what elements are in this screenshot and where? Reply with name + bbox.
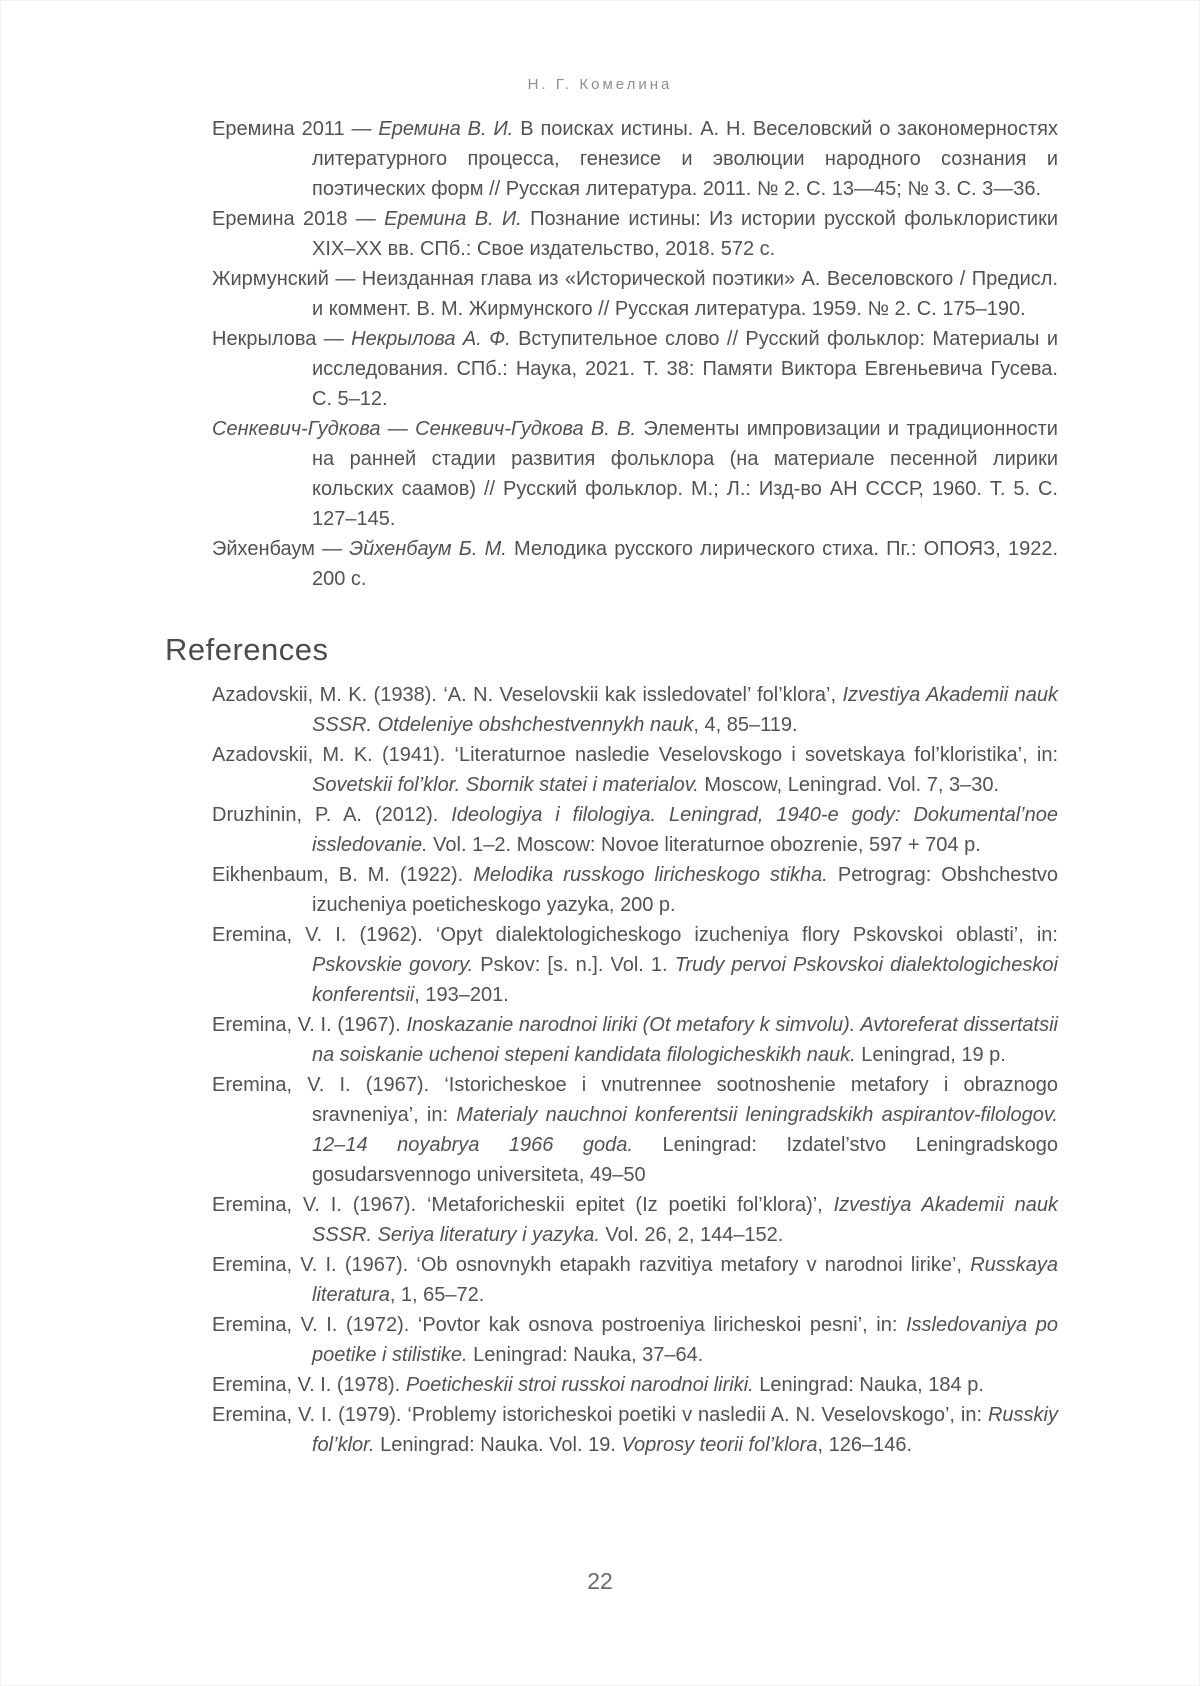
entry-text-run: Leningrad: Izdatel’stvo Leningradskogo gosudarsvennogo universiteta, 49–50 — [312, 1134, 1058, 1186]
entry-text-run: Вступительное слово // Русский фольклор: Материалы и исследования. СПб.: Наука, 2021. Т. 38: Памяти Виктора Евгеньевича Гусева. С. 5–12. — [312, 328, 1058, 410]
entry-text-italic-run: Russkaya literatura — [312, 1254, 1058, 1306]
bibliography-entry — [212, 1190, 1058, 1250]
entry-text-run: В поисках истины. А. Н. Веселовский о закономерностях литературного процесса, генезисе и эволюции народного сознания и поэтических форм // Русская литература. 2011. № 2. С. 13—45; № 3. С. 3—36. — [312, 118, 1058, 200]
entry-text-run: Moscow, Leningrad. Vol. 7, 3–30. — [698, 774, 1000, 796]
bibliography-entry — [212, 1070, 1058, 1190]
references-heading: References — [165, 632, 329, 667]
entry-text-italic-run: Еремина В. И. — [384, 208, 522, 230]
page-content — [165, 114, 1059, 1460]
entry-text-italic-run: Issledovaniya po poetike i stilistike. — [312, 1314, 1058, 1366]
bibliography-entry — [212, 680, 1058, 740]
page-number: 22 — [587, 1568, 613, 1594]
bibliography-entry — [212, 1400, 1058, 1460]
bibliography-entry — [212, 1370, 1058, 1400]
entry-text-run: , 1, 65–72. — [389, 1284, 485, 1306]
entry-text-run: Petrograg: Obshchestvo izucheniya poeticheskogo yazyka, 200 p. — [312, 864, 1059, 916]
bibliography-entry — [212, 740, 1058, 800]
entry-text-run: Vol. 26, 2, 144–152. — [599, 1224, 784, 1246]
entry-text-italic-run: Сенкевич-Гудкова В. В. — [415, 418, 637, 440]
russian-bibliography-list — [212, 114, 1058, 594]
entry-text-run: Druzhinin, P. A. (2012). — [212, 804, 452, 826]
entry-text-run: Azadovskii, M. K. (1941). ‘Literaturnoe nasledie Veselovskogo i sovetskaya fol’kloristika’, in: — [212, 744, 1058, 766]
entry-text-run: Еремина 2011 — — [212, 118, 379, 140]
entry-text-italic-run: Voprosy teorii fol’klora — [621, 1434, 818, 1456]
entry-text-run: Познание истины: Из истории русской фольклористики XIX–XX вв. СПб.: Свое издательство, 2018. 572 с. — [312, 208, 1059, 260]
entry-text-run: Eremina, V. I. (1967). ‘Metaforicheskii epitet (Iz poetiki fol’klora)’, — [212, 1194, 834, 1216]
entry-text-italic-run: Poeticheskii stroi russkoi narodnoi liriki. — [405, 1374, 754, 1396]
entry-text-italic-run: Izvestiya Akademii nauk SSSR. Seriya literatury i yazyka. — [312, 1194, 1058, 1246]
bibliography-entry — [212, 114, 1058, 204]
entry-text-run: Leningrad: Nauka, 184 p. — [753, 1374, 984, 1396]
entry-text-run: Eremina, V. I. (1978). — [212, 1374, 406, 1396]
entry-text-italic-run: Эйхенбаум Б. М. — [349, 538, 507, 560]
entry-text-italic-run: Pskovskie govory. — [312, 954, 474, 976]
entry-text-run: Eremina, V. I. (1979). ‘Problemy istoricheskoi poetiki v nasledii A. N. Veselovskogo’, in: — [212, 1404, 988, 1426]
entry-text-run: Leningrad: Nauka. Vol. 19. — [374, 1434, 622, 1456]
entry-text-run: Azadovskii, M. K. (1938). ‘A. N. Veselovskii kak issledovatel’ fol’klora’, — [212, 684, 843, 706]
entry-text-run: Vol. 1–2. Moscow: Novoe literaturnoe obozrenie, 597 + 704 p. — [427, 834, 981, 856]
entry-text-italic-run: Russkiy fol’klor. — [312, 1404, 1058, 1456]
entry-text-run: Некрылова — — [212, 328, 352, 350]
entry-text-run: Leningrad: Nauka, 37–64. — [467, 1344, 704, 1366]
references-list — [212, 680, 1058, 1460]
entry-text-run: Eikhenbaum, B. M. (1922). — [212, 864, 474, 886]
entry-text-italic-run: Ideologiya i filologiya. Leningrad, 1940-e gody: Dokumental’noe issledovanie. — [312, 804, 1058, 856]
entry-text-run: Еремина 2018 — — [212, 208, 385, 230]
entry-text-run: Мелодика русского лирического стиха. Пг.: ОПОЯЗ, 1922. 200 с. — [312, 538, 1058, 590]
running-header: Н. Г. Комелина — [527, 76, 673, 93]
entry-text-run: , 126–146. — [817, 1434, 912, 1456]
entry-text-italic-run: Melodika russkogo liricheskogo stikha. — [473, 864, 828, 886]
entry-text-run: Leningrad, 19 p. — [855, 1044, 1006, 1066]
bibliography-entry — [212, 800, 1058, 860]
entry-text-run: — — [380, 418, 416, 440]
bibliography-entry — [212, 1250, 1058, 1310]
bibliography-entry — [212, 414, 1058, 534]
entry-text-italic-run: Еремина В. И. — [378, 118, 514, 140]
bibliography-entry — [212, 1010, 1058, 1070]
entry-text-run: Eremina, V. I. (1967). — [212, 1014, 407, 1036]
bibliography-entry — [212, 860, 1058, 920]
entry-text-italic-run: Trudy pervoi Pskovskoi dialektologicheskoi konferentsii — [312, 954, 1058, 1006]
entry-text-italic-run: Izvestiya Akademii nauk SSSR. Otdeleniye obshchestvennykh nauk — [312, 684, 1058, 736]
entry-text-run: Eremina, V. I. (1967). ‘Istoricheskoe i vnutrennee sootnoshenie metafory i obraznogo sravneniya’, in: — [212, 1074, 1058, 1126]
entry-text-italic-run: Сенкевич-Гудкова — [212, 418, 381, 440]
entry-text-italic-run: Materialy nauchnoi konferentsii leningradskikh aspirantov-filologov. 12–14 noyabrya 1966 goda. — [312, 1104, 1058, 1156]
entry-text-run: Eremina, V. I. (1967). ‘Ob osnovnykh etapakh razvitiya metafory v narodnoi lirike’, — [212, 1254, 971, 1276]
entry-text-run: Жирмунский — Неизданная глава из «Исторической поэтики» А. Веселовского / Предисл. и коммент. В. М. Жирмунского // Русская литература. 1959. № 2. С. 175–190. — [212, 268, 1058, 320]
entry-text-run: Эйхенбаум — — [212, 538, 350, 560]
bibliography-entry — [212, 204, 1058, 264]
entry-text-run: Eremina, V. I. (1972). ‘Povtor kak osnova postroeniya liricheskoi pesni’, in: — [212, 1314, 906, 1336]
bibliography-entry — [212, 534, 1058, 594]
entry-text-run: , 4, 85–119. — [693, 714, 798, 736]
entry-text-run: Pskov: [s. n.]. Vol. 1. — [473, 954, 675, 976]
bibliography-entry — [212, 920, 1058, 1010]
bibliography-entry — [212, 324, 1058, 414]
entry-text-italic-run: Некрылова А. Ф. — [351, 328, 511, 350]
bibliography-entry — [212, 264, 1058, 324]
entry-text-run: , 193–201. — [414, 984, 509, 1006]
entry-text-italic-run: Sovetskii fol’klor. Sbornik statei i materialov. — [312, 774, 699, 796]
entry-text-italic-run: Inoskazanie narodnoi liriki (Ot metafory k simvolu). Avtoreferat dissertatsii na soiskanie uchenoi stepeni kandidata filologicheskikh nauk. — [312, 1014, 1058, 1066]
entry-text-run: Eremina, V. I. (1962). ‘Opyt dialektologicheskogo izucheniya flory Pskovskoi oblasti’, in: — [212, 924, 1058, 946]
entry-text-run: Элементы импровизации и традиционности на ранней стадии развития фольклора (на материале песенной лирики кольских саамов) // Русский фольклор. М.; Л.: Изд-во АН СССР, 1960. Т. 5. С. 127–145. — [312, 418, 1058, 530]
bibliography-entry — [212, 1310, 1058, 1370]
